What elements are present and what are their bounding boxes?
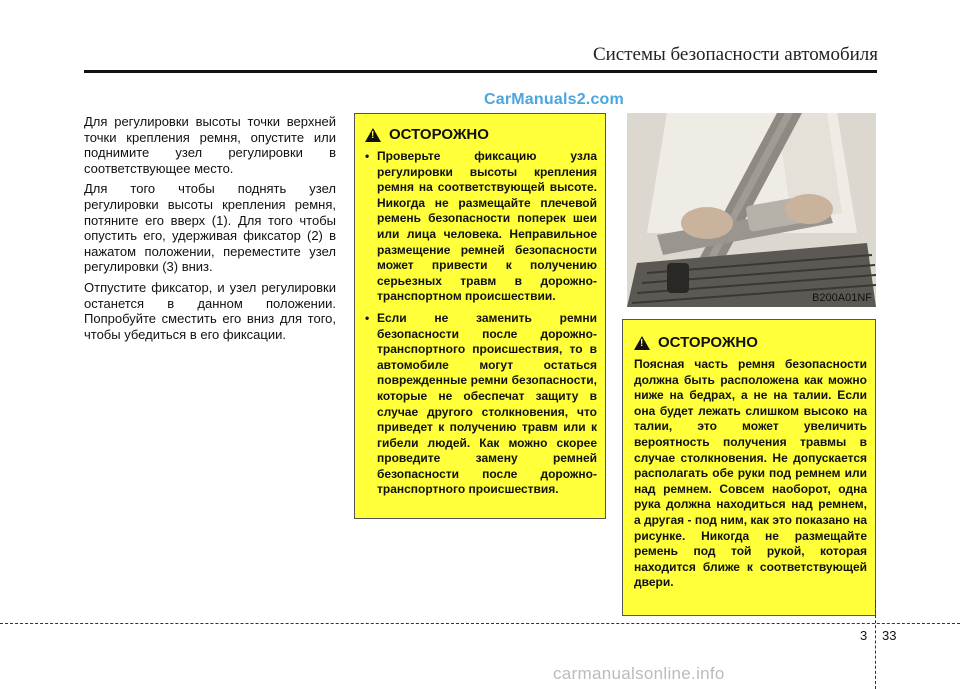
header-title: Системы безопасности автомобиля bbox=[592, 44, 878, 65]
warning-text: Поясная часть ремня безопасности должна быть расположена как можно ниже на бедрах, а не на талии. Если она будет лежать слишком высоко на талии, это может увеличить вероятность получения травмы в случае столкновения. Не допускается располагать обе руки под ремнем или над ремнем. Совсем наоборот, одна рука должна находиться над ремнем, а другая - под ним, как это показано на рисунке. Никогда не размещайте ремень под той рукой, которая находится ближе к соответствующей двери. bbox=[634, 357, 867, 590]
seatbelt-photo-icon bbox=[627, 113, 876, 307]
header-rule bbox=[84, 70, 877, 73]
footer-rule bbox=[0, 623, 960, 624]
body-paragraph: Для того чтобы поднять узел регулировки высоты крепления ремня, потяните его вверх (1). Для того чтобы опустить его, удерживая фиксатор (2) в нажатом положении, переместите узел регулировки (3) вниз. bbox=[84, 181, 336, 275]
warning-header bbox=[365, 126, 597, 143]
body-paragraph: Отпустите фиксатор, и узел регулировки останется в данном положении. Попробуйте сместить его вниз для того, чтобы убедиться в его фиксации. bbox=[84, 279, 336, 342]
footer-divider bbox=[875, 600, 876, 689]
watermark-bottom: carmanualsonline.info bbox=[553, 664, 725, 683]
page-number: 33 bbox=[882, 628, 897, 643]
warning-title: ОСТОРОЖНО bbox=[389, 126, 489, 143]
warning-icon bbox=[365, 128, 381, 142]
body-text-column bbox=[84, 114, 336, 347]
warning-icon bbox=[634, 336, 650, 350]
body-paragraph: Для регулировки высоты точки верхней точки крепления ремня, опустите или поднимите узел регулировки в соответствующее место. bbox=[84, 114, 336, 176]
warning-item: • Если не заменить ремни безопасности после дорожно-транспортного происшествия, то в автомобиле могут остаться поврежденные ремни безопасности, которые не обеспечат защиту в случае другого столкновения, что приведет к получению травм или к гибели людей. Как можно скорее проведите замену ремней безопасности после дорожно-транспортного происшествия. bbox=[365, 311, 597, 498]
seatbelt-illustration bbox=[627, 113, 876, 307]
warning-item: • Проверьте фиксацию узла регулировки высоты крепления ремня на соответствующей высоте. Никогда не размещайте плечевой ремень безопасности поперек шеи или лица человека. Неправильное размещение ремней безопасности может привести к получению серьезных травм в дорожно-транспортном происшествии. bbox=[365, 149, 597, 305]
warning-box-2 bbox=[622, 319, 876, 616]
warning-box-1 bbox=[354, 113, 606, 519]
warning-header bbox=[634, 334, 867, 351]
warning-list bbox=[365, 149, 597, 498]
illustration-caption: B200A01NF bbox=[812, 292, 872, 304]
watermark-top: CarManuals2.com bbox=[484, 91, 624, 108]
section-number: 3 bbox=[860, 628, 868, 643]
warning-title: ОСТОРОЖНО bbox=[658, 334, 758, 351]
